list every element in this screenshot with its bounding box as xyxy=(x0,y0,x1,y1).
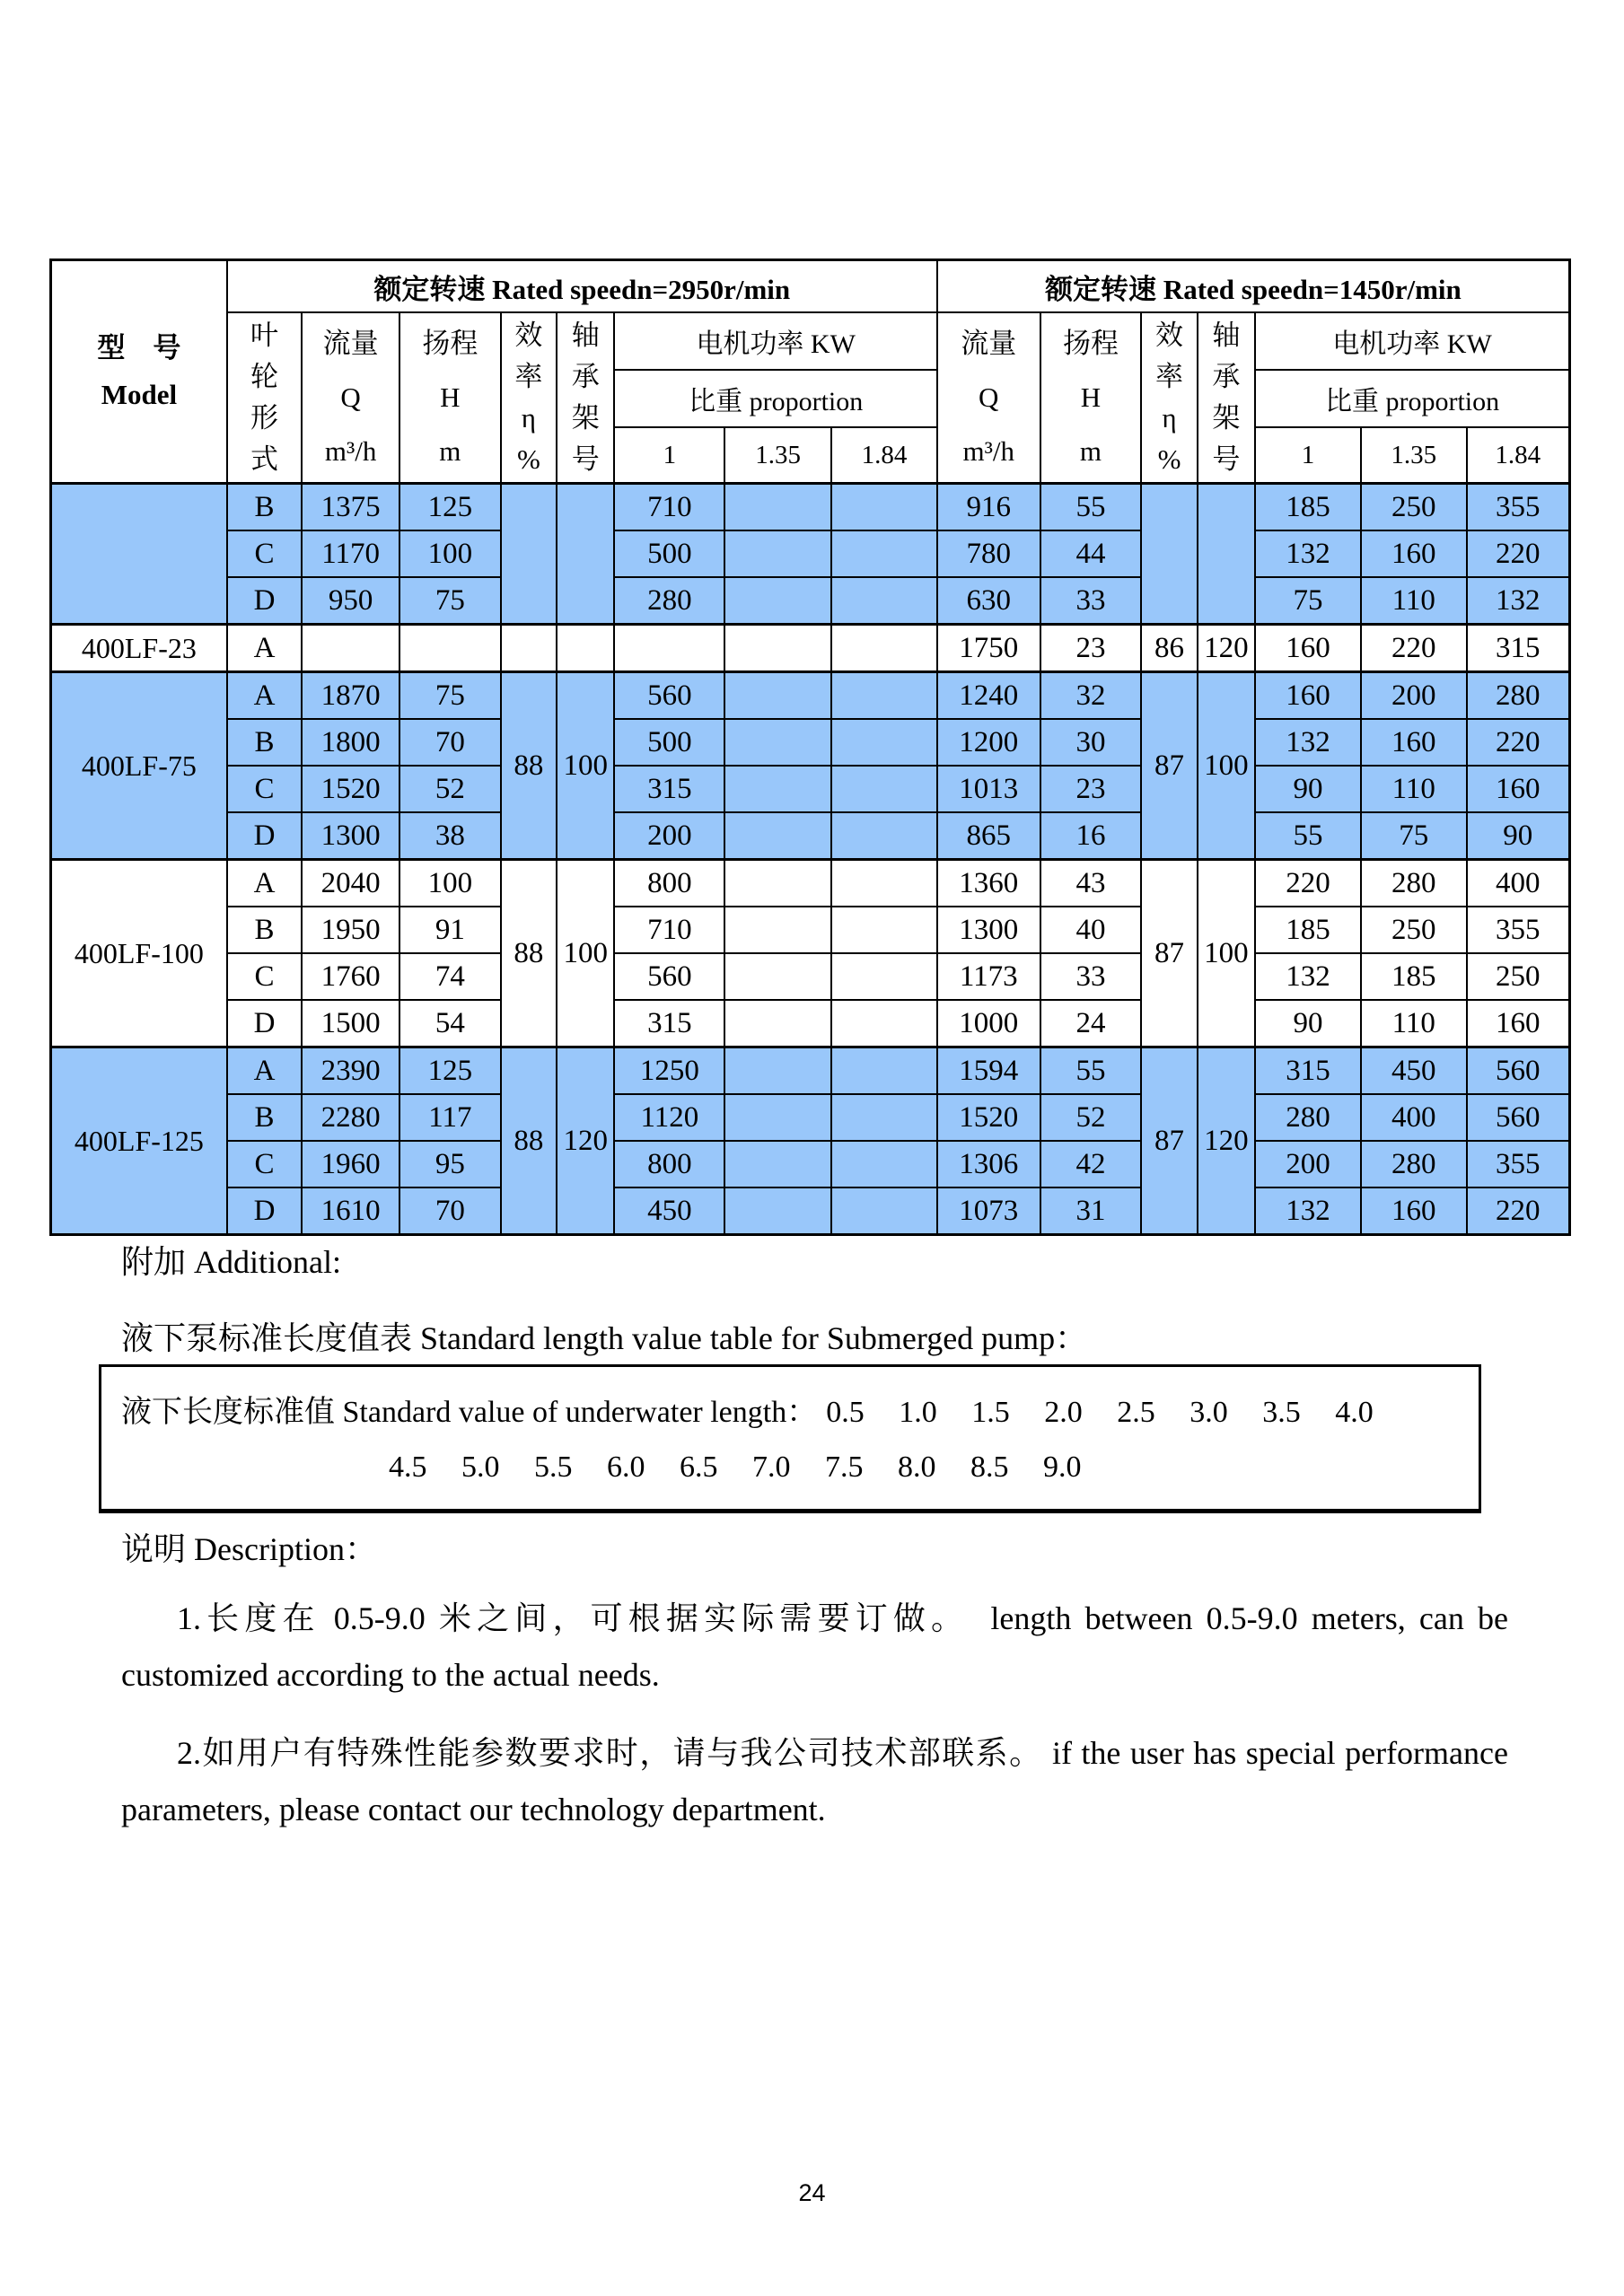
power-cell-2950: 315 xyxy=(614,766,724,812)
head-cell-2950: 91 xyxy=(399,907,501,953)
flow-cell-2950 xyxy=(302,625,399,672)
power-cell-2950 xyxy=(724,953,831,1000)
power-cell-1450: 132 xyxy=(1255,530,1361,577)
efficiency-cell-2950: 88 xyxy=(501,1047,557,1235)
efficiency-cell-1450: 87 xyxy=(1141,860,1197,1047)
header-bearing-left xyxy=(557,312,614,484)
header-ratio-184-left: 1.84 xyxy=(831,427,937,484)
power-cell-1450: 160 xyxy=(1255,625,1361,672)
impeller-cell: B xyxy=(227,1094,303,1141)
header-efficiency-left xyxy=(501,312,557,484)
power-cell-2950: 200 xyxy=(614,812,724,860)
efficiency-cell-2950: 88 xyxy=(501,860,557,1047)
header-impeller-char: 轮 xyxy=(250,361,279,392)
head-cell-1450: 33 xyxy=(1040,953,1142,1000)
head-cell-1450: 52 xyxy=(1040,1094,1142,1141)
impeller-cell: C xyxy=(227,530,303,577)
flow-cell-2950: 1610 xyxy=(302,1187,399,1235)
flow-cell-1450: 1073 xyxy=(937,1187,1040,1235)
header-flow-line: 流量 xyxy=(322,328,379,359)
power-cell-2950: 800 xyxy=(614,860,724,907)
head-cell-1450: 33 xyxy=(1040,577,1142,625)
header-efficiency-char: % xyxy=(516,443,540,475)
length-table-title: 液下泵标准长度值表 Standard length value table for Submerged pump： xyxy=(121,1320,1088,1356)
bearing-cell-2950 xyxy=(557,625,614,672)
head-cell-2950: 100 xyxy=(399,860,501,907)
power-cell-1450: 280 xyxy=(1361,1141,1467,1187)
power-cell-1450: 90 xyxy=(1255,766,1361,812)
impeller-cell: B xyxy=(227,719,303,766)
flow-cell-1450: 1173 xyxy=(937,953,1040,1000)
model-cell: 400LF-75 xyxy=(51,672,227,860)
header-model-cn: 型 号 xyxy=(97,332,181,364)
flow-cell-2950: 1520 xyxy=(302,766,399,812)
header-impeller-char: 叶 xyxy=(250,320,279,351)
model-cell: 400LF-125 xyxy=(51,1047,227,1235)
power-cell-2950 xyxy=(724,766,831,812)
power-cell-2950 xyxy=(724,1000,831,1047)
power-cell-2950 xyxy=(831,766,937,812)
power-cell-2950 xyxy=(724,1187,831,1235)
power-cell-1450: 560 xyxy=(1467,1094,1570,1141)
head-cell-2950: 38 xyxy=(399,812,501,860)
power-cell-2950 xyxy=(724,484,831,531)
power-cell-2950 xyxy=(831,1187,937,1235)
bearing-cell-1450 xyxy=(1198,484,1255,625)
table-row xyxy=(51,625,1570,672)
power-cell-2950 xyxy=(831,484,937,531)
power-cell-1450: 560 xyxy=(1467,1047,1570,1095)
header-ratio-1-right: 1 xyxy=(1255,427,1361,484)
header-impeller-type xyxy=(227,312,303,484)
header-bearing-char: 架 xyxy=(571,402,600,434)
head-cell-2950: 52 xyxy=(399,766,501,812)
power-cell-2950: 560 xyxy=(614,953,724,1000)
impeller-cell: A xyxy=(227,672,303,720)
head-cell-1450: 30 xyxy=(1040,719,1142,766)
header-ratio-1-left: 1 xyxy=(614,427,724,484)
power-cell-1450: 160 xyxy=(1255,672,1361,720)
note-2-line-2: parameters, please contact our technology department. xyxy=(121,1792,826,1827)
power-cell-1450: 250 xyxy=(1361,484,1467,531)
power-cell-1450: 250 xyxy=(1361,907,1467,953)
power-cell-2950: 450 xyxy=(614,1187,724,1235)
power-cell-1450: 75 xyxy=(1361,812,1467,860)
table-row xyxy=(51,719,1570,766)
header-impeller-char: 形 xyxy=(250,402,279,434)
header-bearing-char: 承 xyxy=(1212,361,1241,392)
power-cell-1450: 355 xyxy=(1467,1141,1570,1187)
flow-cell-2950: 2040 xyxy=(302,860,399,907)
head-cell-1450: 42 xyxy=(1040,1141,1142,1187)
note-1-line-2: customized according to the actual needs. xyxy=(121,1657,660,1693)
flow-cell-1450: 1594 xyxy=(937,1047,1040,1095)
table-row xyxy=(51,1141,1570,1187)
header-head-line: H xyxy=(440,381,461,413)
bearing-cell-2950: 100 xyxy=(557,860,614,1047)
table-row xyxy=(51,577,1570,625)
power-cell-1450: 400 xyxy=(1361,1094,1467,1141)
power-cell-2950: 710 xyxy=(614,484,724,531)
table-row xyxy=(51,953,1570,1000)
header-bearing-char: 架 xyxy=(1212,402,1241,434)
flow-cell-2950: 1500 xyxy=(302,1000,399,1047)
flow-cell-2950: 2390 xyxy=(302,1047,399,1095)
power-cell-2950: 500 xyxy=(614,719,724,766)
power-cell-2950 xyxy=(831,1141,937,1187)
efficiency-cell-1450: 87 xyxy=(1141,1047,1197,1235)
power-cell-1450: 90 xyxy=(1255,1000,1361,1047)
power-cell-1450: 220 xyxy=(1467,1187,1570,1235)
impeller-cell: A xyxy=(227,860,303,907)
flow-cell-1450: 1200 xyxy=(937,719,1040,766)
header-proportion-right: 比重 proportion xyxy=(1255,370,1569,427)
header-model xyxy=(51,260,227,484)
table-row xyxy=(51,530,1570,577)
power-cell-1450: 110 xyxy=(1361,1000,1467,1047)
flow-cell-1450: 1240 xyxy=(937,672,1040,720)
length-box-values-1: 0.5 1.0 1.5 2.0 2.5 3.0 3.5 4.0 xyxy=(826,1396,1374,1429)
head-cell-1450: 32 xyxy=(1040,672,1142,720)
efficiency-cell-1450: 87 xyxy=(1141,672,1197,860)
power-cell-1450: 185 xyxy=(1255,907,1361,953)
bearing-cell-1450: 120 xyxy=(1198,625,1255,672)
power-cell-1450: 160 xyxy=(1467,1000,1570,1047)
header-bearing-char: 承 xyxy=(571,361,600,392)
power-cell-1450: 75 xyxy=(1255,577,1361,625)
power-cell-1450: 110 xyxy=(1361,577,1467,625)
header-head-line: 扬程 xyxy=(1062,328,1119,359)
power-cell-1450: 200 xyxy=(1255,1141,1361,1187)
flow-cell-2950: 2280 xyxy=(302,1094,399,1141)
header-ratio-184-right: 1.84 xyxy=(1467,427,1570,484)
header-bearing-char: 号 xyxy=(571,443,600,475)
header-head-line: H xyxy=(1080,381,1102,413)
header-bearing-char: 轴 xyxy=(1212,320,1241,351)
head-cell-1450: 23 xyxy=(1040,766,1142,812)
power-cell-1450: 280 xyxy=(1361,860,1467,907)
header-flow-line: m³/h xyxy=(962,435,1014,467)
power-cell-1450: 132 xyxy=(1255,1187,1361,1235)
efficiency-cell-1450 xyxy=(1141,484,1197,625)
power-cell-2950 xyxy=(614,625,724,672)
head-cell-1450: 40 xyxy=(1040,907,1142,953)
flow-cell-2950: 1950 xyxy=(302,907,399,953)
impeller-cell: D xyxy=(227,812,303,860)
head-cell-1450: 31 xyxy=(1040,1187,1142,1235)
header-efficiency-char: η xyxy=(1162,402,1177,434)
power-cell-2950 xyxy=(831,672,937,720)
impeller-cell: C xyxy=(227,953,303,1000)
bearing-cell-1450: 120 xyxy=(1198,1047,1255,1235)
efficiency-cell-1450: 86 xyxy=(1141,625,1197,672)
impeller-cell: A xyxy=(227,625,303,672)
impeller-cell: D xyxy=(227,1000,303,1047)
power-cell-2950 xyxy=(831,1000,937,1047)
power-cell-2950 xyxy=(831,625,937,672)
power-cell-1450: 355 xyxy=(1467,484,1570,531)
table-row xyxy=(51,1000,1570,1047)
table-row xyxy=(51,1187,1570,1235)
header-motor-power-left: 电机功率 KW xyxy=(614,312,936,370)
flow-cell-1450: 865 xyxy=(937,812,1040,860)
table-row xyxy=(51,812,1570,860)
header-efficiency-char: % xyxy=(1157,443,1181,475)
model-cell: 400LF-23 xyxy=(51,625,227,672)
power-cell-1450: 160 xyxy=(1361,530,1467,577)
power-cell-2950 xyxy=(831,812,937,860)
power-cell-1450: 315 xyxy=(1255,1047,1361,1095)
impeller-cell: C xyxy=(227,766,303,812)
power-cell-2950 xyxy=(724,1047,831,1095)
header-motor-power-right: 电机功率 KW xyxy=(1255,312,1569,370)
header-efficiency-right xyxy=(1141,312,1197,484)
power-cell-1450: 185 xyxy=(1255,484,1361,531)
header-impeller-char: 式 xyxy=(250,443,279,475)
power-cell-1450: 220 xyxy=(1255,860,1361,907)
bearing-cell-2950 xyxy=(557,484,614,625)
table-row xyxy=(51,1047,1570,1095)
header-efficiency-char: η xyxy=(521,402,536,434)
head-cell-2950: 125 xyxy=(399,484,501,531)
power-cell-1450: 160 xyxy=(1361,719,1467,766)
impeller-cell: B xyxy=(227,907,303,953)
power-cell-2950: 800 xyxy=(614,1141,724,1187)
flow-cell-2950: 1760 xyxy=(302,953,399,1000)
header-bearing-char: 轴 xyxy=(571,320,600,351)
flow-cell-1450: 1520 xyxy=(937,1094,1040,1141)
header-bearing-right xyxy=(1198,312,1255,484)
power-cell-2950 xyxy=(724,1094,831,1141)
head-cell-2950: 75 xyxy=(399,577,501,625)
power-cell-2950 xyxy=(831,1047,937,1095)
note-item-1 xyxy=(121,1591,1508,1704)
bearing-cell-1450: 100 xyxy=(1198,672,1255,860)
power-cell-1450: 132 xyxy=(1255,719,1361,766)
power-cell-2950 xyxy=(831,577,937,625)
power-cell-1450: 220 xyxy=(1361,625,1467,672)
efficiency-cell-2950 xyxy=(501,484,557,625)
power-cell-1450: 110 xyxy=(1361,766,1467,812)
head-cell-2950: 117 xyxy=(399,1094,501,1141)
header-flow-right xyxy=(937,312,1040,484)
head-cell-2950: 74 xyxy=(399,953,501,1000)
flow-cell-1450: 1013 xyxy=(937,766,1040,812)
flow-cell-2950: 1870 xyxy=(302,672,399,720)
model-cell xyxy=(51,484,227,625)
header-efficiency-char: 效 xyxy=(1155,320,1183,351)
head-cell-1450: 23 xyxy=(1040,625,1142,672)
head-cell-2950: 70 xyxy=(399,1187,501,1235)
head-cell-1450: 44 xyxy=(1040,530,1142,577)
bearing-cell-2950: 100 xyxy=(557,672,614,860)
table-row xyxy=(51,1094,1570,1141)
power-cell-1450: 250 xyxy=(1467,953,1570,1000)
flow-cell-1450: 780 xyxy=(937,530,1040,577)
note-1-line-1: 1.长度在 0.5-9.0 米之间，可根据实际需要订做。 length between 0.5-9.0 meters, can be xyxy=(177,1600,1508,1636)
length-standard-box xyxy=(99,1364,1481,1513)
efficiency-cell-2950: 88 xyxy=(501,672,557,860)
header-head-line: m xyxy=(439,435,461,467)
header-head-right xyxy=(1040,312,1142,484)
bearing-cell-2950: 120 xyxy=(557,1047,614,1235)
header-flow-line: m³/h xyxy=(324,435,377,467)
description-heading: 说明 Description： xyxy=(121,1531,377,1567)
head-cell-2950: 75 xyxy=(399,672,501,720)
header-flow-line: Q xyxy=(979,381,999,413)
table-row xyxy=(51,484,1570,531)
power-cell-1450: 132 xyxy=(1467,577,1570,625)
power-cell-2950 xyxy=(724,812,831,860)
impeller-cell: D xyxy=(227,1187,303,1235)
power-cell-1450: 90 xyxy=(1467,812,1570,860)
impeller-cell: B xyxy=(227,484,303,531)
length-box-line1 xyxy=(101,1367,1479,1431)
power-cell-1450: 55 xyxy=(1255,812,1361,860)
head-cell-2950: 100 xyxy=(399,530,501,577)
power-cell-1450: 200 xyxy=(1361,672,1467,720)
power-cell-1450: 185 xyxy=(1361,953,1467,1000)
power-cell-1450: 220 xyxy=(1467,530,1570,577)
impeller-cell: D xyxy=(227,577,303,625)
impeller-cell: A xyxy=(227,1047,303,1095)
power-cell-2950: 710 xyxy=(614,907,724,953)
flow-cell-1450: 1000 xyxy=(937,1000,1040,1047)
power-cell-2950 xyxy=(831,530,937,577)
head-cell-2950: 54 xyxy=(399,1000,501,1047)
header-ratio-135-left: 1.35 xyxy=(724,427,831,484)
flow-cell-1450: 630 xyxy=(937,577,1040,625)
power-cell-1450: 355 xyxy=(1467,907,1570,953)
flow-cell-2950: 1170 xyxy=(302,530,399,577)
length-box-label: 液下长度标准值 Standard value of underwater length： xyxy=(121,1396,818,1429)
head-cell-2950 xyxy=(399,625,501,672)
flow-cell-2950: 1375 xyxy=(302,484,399,531)
header-ratio-135-right: 1.35 xyxy=(1361,427,1467,484)
power-cell-1450: 315 xyxy=(1467,625,1570,672)
flow-cell-2950: 1960 xyxy=(302,1141,399,1187)
header-efficiency-char: 率 xyxy=(514,361,543,392)
note-2-line-1: 2.如用户有特殊性能参数要求时，请与我公司技术部联系。 if the user has special performance xyxy=(177,1735,1508,1771)
power-cell-1450: 132 xyxy=(1255,953,1361,1000)
pump-spec-table xyxy=(49,259,1571,1236)
power-cell-2950: 1120 xyxy=(614,1094,724,1141)
head-cell-1450: 43 xyxy=(1040,860,1142,907)
power-cell-2950 xyxy=(724,625,831,672)
power-cell-2950 xyxy=(724,719,831,766)
head-cell-2950: 70 xyxy=(399,719,501,766)
flow-cell-2950: 950 xyxy=(302,577,399,625)
power-cell-2950 xyxy=(724,907,831,953)
power-cell-2950 xyxy=(831,719,937,766)
head-cell-2950: 125 xyxy=(399,1047,501,1095)
header-efficiency-char: 率 xyxy=(1155,361,1183,392)
header-flow-line: 流量 xyxy=(961,328,1017,359)
header-model-en: Model xyxy=(101,379,178,410)
flow-cell-1450: 1300 xyxy=(937,907,1040,953)
header-flow-left xyxy=(302,312,399,484)
header-flow-line: Q xyxy=(340,381,361,413)
power-cell-2950 xyxy=(724,577,831,625)
header-efficiency-char: 效 xyxy=(514,320,543,351)
power-cell-2950 xyxy=(831,953,937,1000)
power-cell-1450: 400 xyxy=(1467,860,1570,907)
table-row xyxy=(51,860,1570,907)
header-head-line: m xyxy=(1079,435,1102,467)
header-proportion-left: 比重 proportion xyxy=(614,370,936,427)
flow-cell-1450: 1306 xyxy=(937,1141,1040,1187)
flow-cell-2950: 1800 xyxy=(302,719,399,766)
header-head-line: 扬程 xyxy=(422,328,478,359)
power-cell-2950 xyxy=(831,1094,937,1141)
head-cell-1450: 55 xyxy=(1040,484,1142,531)
efficiency-cell-2950 xyxy=(501,625,557,672)
table-row xyxy=(51,766,1570,812)
head-cell-1450: 24 xyxy=(1040,1000,1142,1047)
power-cell-2950 xyxy=(831,860,937,907)
power-cell-1450: 220 xyxy=(1467,719,1570,766)
power-cell-1450: 160 xyxy=(1467,766,1570,812)
model-cell: 400LF-100 xyxy=(51,860,227,1047)
power-cell-1450: 160 xyxy=(1361,1187,1467,1235)
flow-cell-1450: 1750 xyxy=(937,625,1040,672)
head-cell-1450: 55 xyxy=(1040,1047,1142,1095)
power-cell-2950 xyxy=(724,1141,831,1187)
power-cell-2950 xyxy=(724,672,831,720)
table-row xyxy=(51,672,1570,720)
power-cell-2950 xyxy=(724,860,831,907)
flow-cell-1450: 1360 xyxy=(937,860,1040,907)
header-rated-speed-2950: 额定转速 Rated speedn=2950r/min xyxy=(227,260,937,313)
head-cell-1450: 16 xyxy=(1040,812,1142,860)
head-cell-2950: 95 xyxy=(399,1141,501,1187)
power-cell-2950 xyxy=(724,530,831,577)
page-number: 24 xyxy=(798,2179,826,2206)
table-row xyxy=(51,907,1570,953)
power-cell-2950: 560 xyxy=(614,672,724,720)
header-head-left xyxy=(399,312,501,484)
header-bearing-char: 号 xyxy=(1212,443,1241,475)
additional-note: 附加 Additional: xyxy=(121,1244,341,1280)
flow-cell-2950: 1300 xyxy=(302,812,399,860)
power-cell-1450: 280 xyxy=(1255,1094,1361,1141)
power-cell-1450: 280 xyxy=(1467,672,1570,720)
header-rated-speed-1450: 额定转速 Rated speedn=1450r/min xyxy=(937,260,1570,313)
power-cell-2950 xyxy=(831,907,937,953)
flow-cell-1450: 916 xyxy=(937,484,1040,531)
note-item-2 xyxy=(121,1725,1508,1838)
power-cell-2950: 500 xyxy=(614,530,724,577)
power-cell-2950: 1250 xyxy=(614,1047,724,1095)
power-cell-2950: 280 xyxy=(614,577,724,625)
power-cell-1450: 450 xyxy=(1361,1047,1467,1095)
impeller-cell: C xyxy=(227,1141,303,1187)
bearing-cell-1450: 100 xyxy=(1198,860,1255,1047)
length-box-values-2: 4.5 5.0 5.5 6.0 6.5 7.0 7.5 8.0 8.5 9.0 xyxy=(389,1450,1082,1484)
power-cell-2950: 315 xyxy=(614,1000,724,1047)
